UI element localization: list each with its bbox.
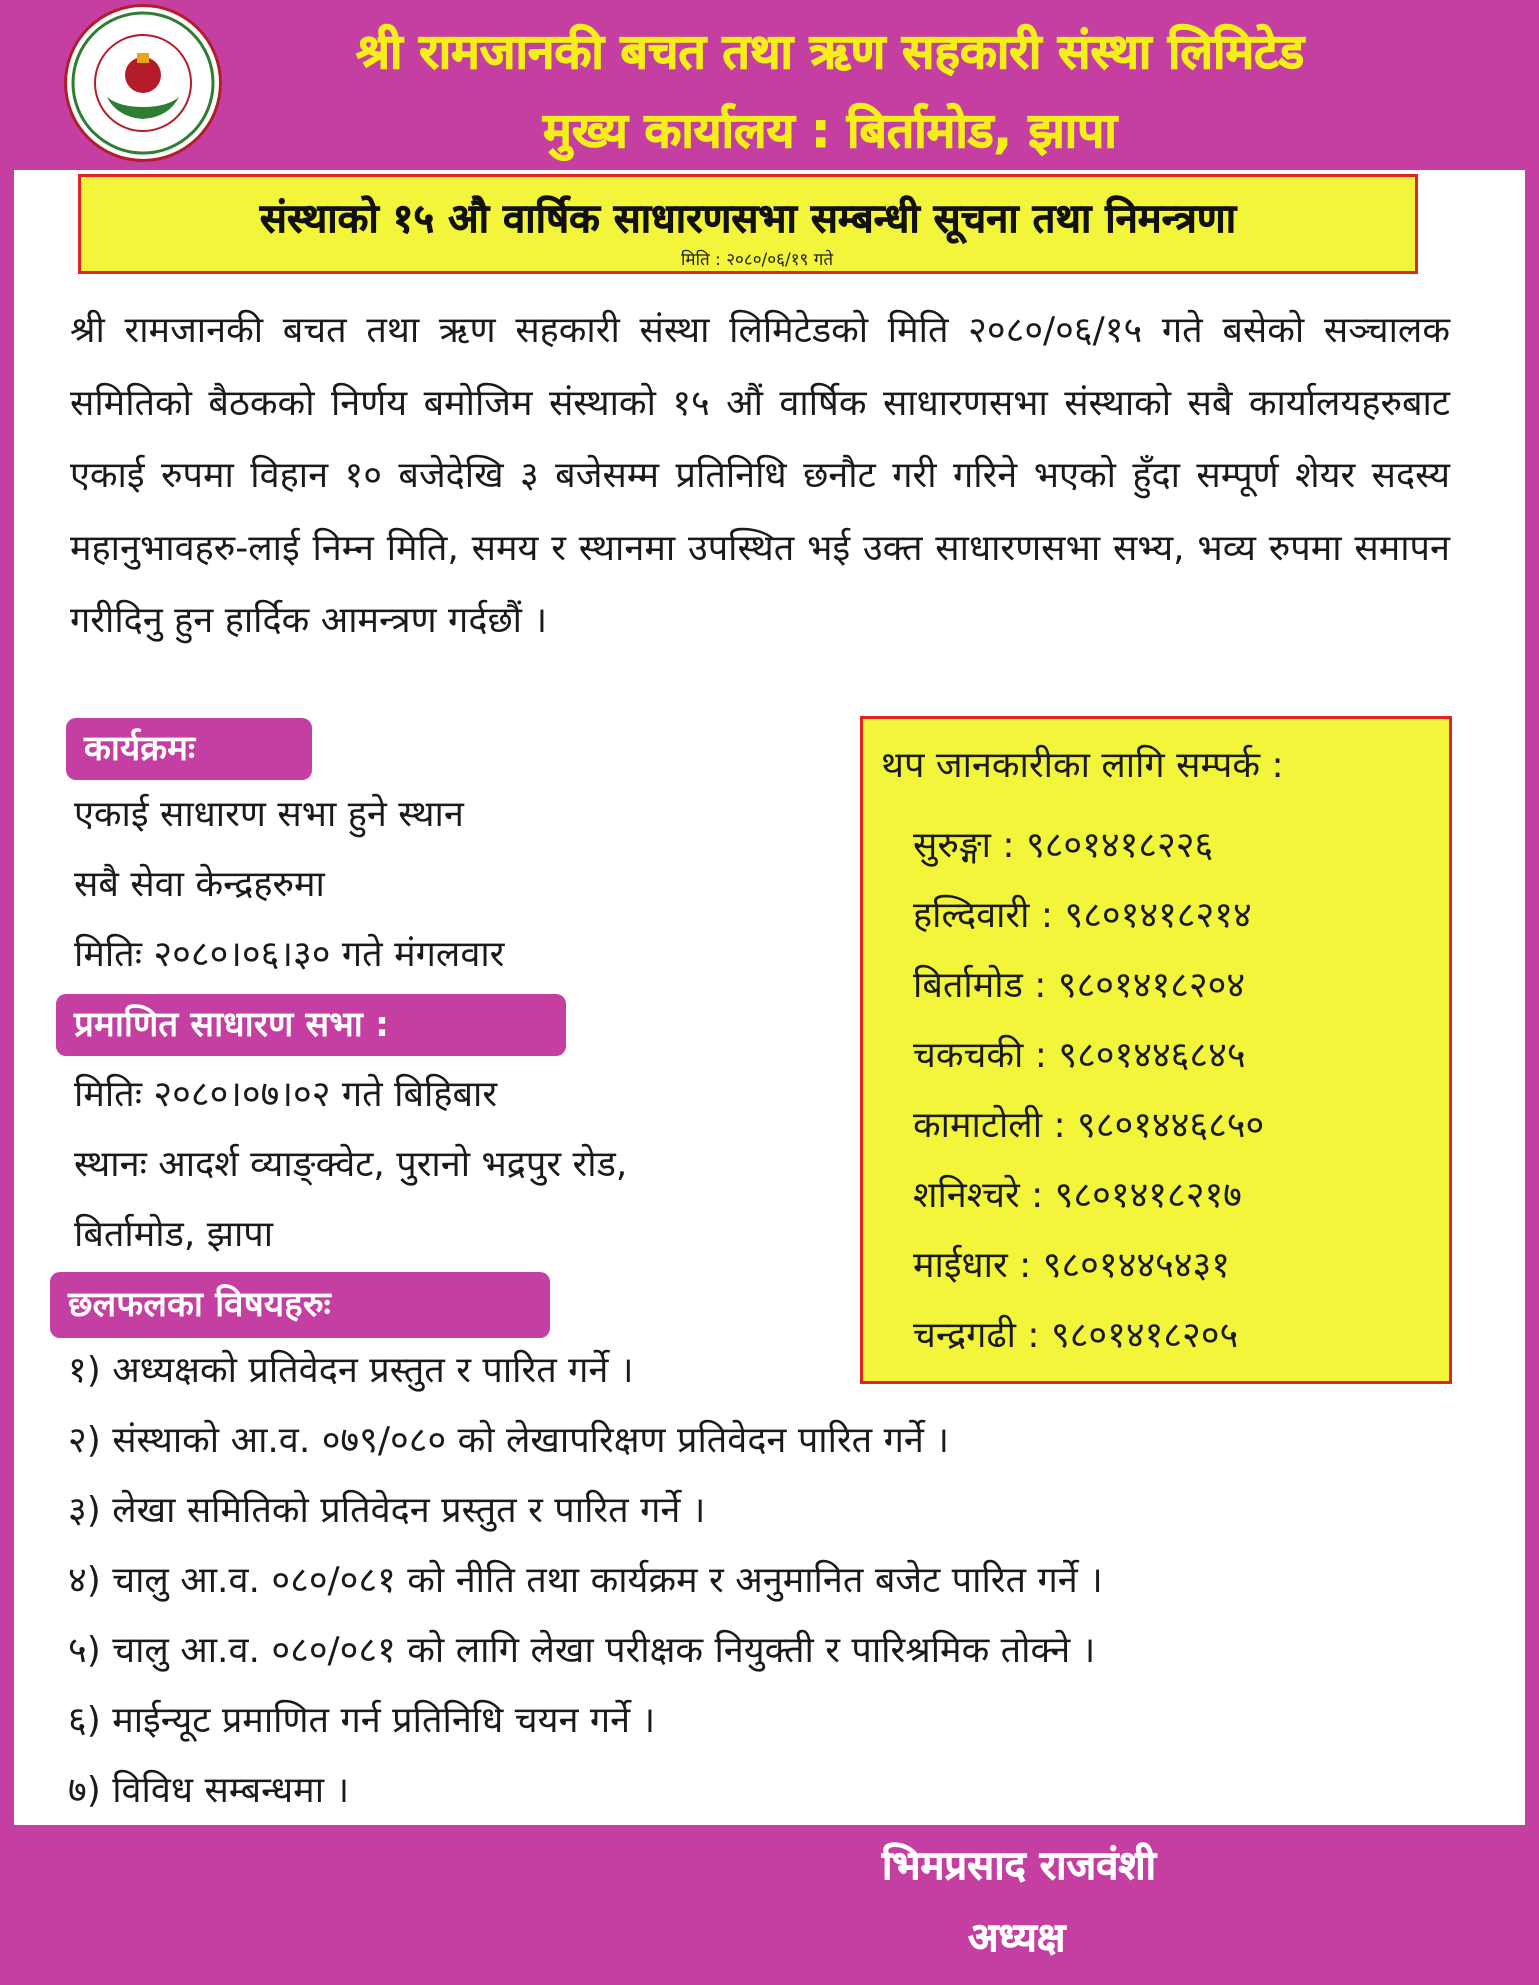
contact-row: सुरुङ्गा : ९८०१४१८२२६ <box>913 825 1214 866</box>
agenda-item: ५) चालु आ.व. ०८०/०८१ को लागि लेखा परीक्षक नियुक्ती र पारिश्रमिक तोक्ने । <box>68 1630 1096 1671</box>
contact-row: हल्दिवारी : ९८०१४१८२१४ <box>913 895 1252 936</box>
certified-meeting-label: प्रमाणित साधारण सभा : <box>56 994 566 1056</box>
contact-heading: थप जानकारीका लागि सम्पर्क : <box>881 745 1284 786</box>
notice-title: संस्थाको १५ औ वार्षिक साधारणसभा सम्बन्धी सूचना तथा निमन्त्रणा <box>259 196 1237 242</box>
program-line: सबै सेवा केन्द्रहरुमा <box>74 864 325 905</box>
notice-title-box <box>78 174 1418 274</box>
agenda-item: ३) लेखा समितिको प्रतिवेदन प्रस्तुत र पारित गर्ने । <box>68 1490 706 1531</box>
program-label: कार्यक्रमः <box>66 718 312 780</box>
contact-row: शनिश्चरे : ९८०१४१८२१७ <box>913 1175 1242 1216</box>
contact-row: कामाटोली : ९८०१४४६८५० <box>913 1105 1265 1146</box>
contact-row: चन्द्रगढी : ९८०१४१८२०५ <box>913 1315 1239 1356</box>
agenda-label: छलफलका विषयहरुः <box>50 1272 550 1338</box>
contact-row: माईधार : ९८०१४४५४३१ <box>913 1245 1230 1286</box>
agenda-item: ७) विविध सम्बन्धमा । <box>68 1770 350 1811</box>
contact-row: चकचकी : ९८०१४४६८४५ <box>913 1035 1246 1076</box>
contact-box <box>860 716 1452 1384</box>
agenda-item: २) संस्थाको आ.व. ०७९/०८० को लेखापरिक्षण प्रतिवेदन पारित गर्ने । <box>68 1420 949 1461</box>
certified-line: मितिः २०८०।०७।०२ गते बिहिबार <box>74 1074 498 1115</box>
agenda-item: ६) माईन्यूट प्रमाणित गर्न प्रतिनिधि चयन गर्ने । <box>68 1700 656 1741</box>
agenda-item: १) अध्यक्षको प्रतिवेदन प्रस्तुत र पारित गर्ने । <box>68 1350 634 1391</box>
program-line: मितिः २०८०।०६।३० गते मंगलवार <box>74 934 505 975</box>
chairperson-title: अध्यक्ष <box>968 1915 1066 1961</box>
organization-name: श्री रामजानकी बचत तथा ऋण सहकारी संस्था लिमिटेड <box>355 24 1305 80</box>
contact-row: बिर्तामोड : ९८०१४१८२०४ <box>913 965 1246 1006</box>
agenda-item: ४) चालु आ.व. ०८०/०८१ को नीति तथा कार्यक्रम र अनुमानित बजेट पारित गर्ने । <box>68 1560 1103 1601</box>
chairperson-name: भिमप्रसाद राजवंशी <box>882 1843 1156 1889</box>
program-line: एकाई साधारण सभा हुने स्थान <box>74 794 464 835</box>
certified-line: बिर्तामोड, झापा <box>74 1214 274 1255</box>
certified-line: स्थानः आदर्श व्याङ्क्वेट, पुरानो भद्रपुर रोड, <box>74 1144 628 1185</box>
cooperative-logo <box>64 4 222 162</box>
notice-date: मिति : २०८०/०६/१९ गते <box>681 250 834 270</box>
head-office: मुख्य कार्यालय : बिर्तामोड, झापा <box>543 103 1117 159</box>
intro-paragraph: श्री रामजानकी बचत तथा ऋण सहकारी संस्था लिमिटेडको मिति २०८०/०६/१५ गते बसेको सञ्चालक समितिको बैठकको निर्णय बमोजिम संस्थाको १५ औं वार्षिक साधारणसभा संस्थाको सबै कार्यालयहरुबाट एकाई रुपमा विहान १० बजेदेखि ३ बजेसम्म प्रतिनिधि छनौट गरी गरिने भएको हुँदा सम्पूर्ण शेयर सदस्य महानुभावहरु-लाई निम्न मिति, समय र स्थानमा उपस्थित भई उक्त साधारणसभा सभ्य, भव्य रुपमा समापन गरीदिनु हुन हार्दिक आमन्त्रण गर्दछौं । <box>70 310 1450 641</box>
